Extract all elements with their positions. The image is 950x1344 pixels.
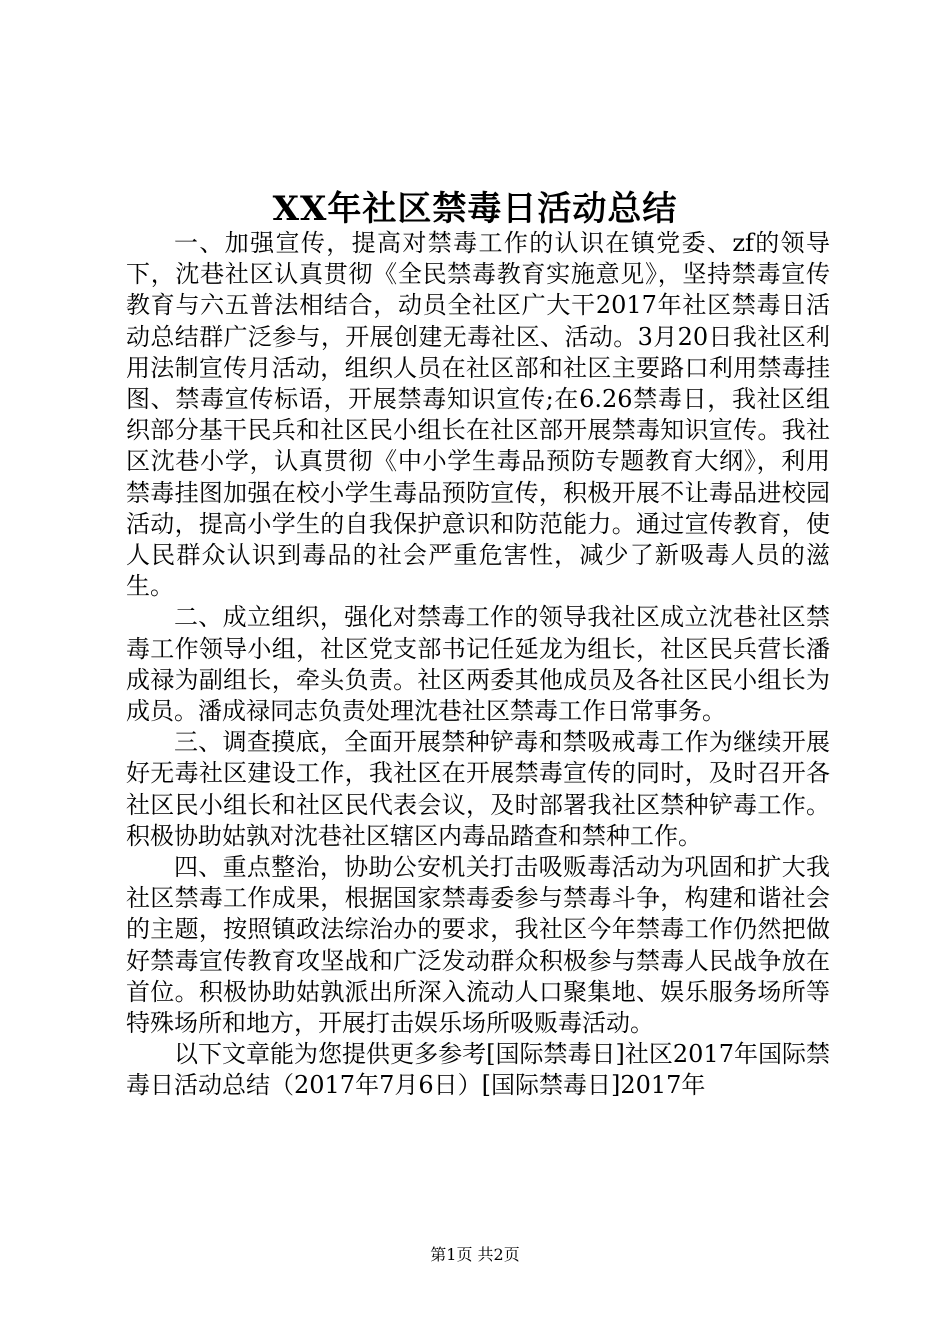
document-body	[126, 228, 830, 1102]
paragraph-publicity: 一、加强宣传，提高对禁毒工作的认识在镇党委、zf的领导下，沈巷社区认真贯彻《全民禁毒教育实施意见》，坚持禁毒宣传教育与六五普法相结合，动员全社区广大干2017年社区禁毒日活动总结群广泛参与，开展创建无毒社区、活动。3月20日我社区利用法制宣传月活动，组织人员在社区部和社区主要路口利用禁毒挂图、禁毒宣传标语，开展禁毒知识宣传;在6.26禁毒日，我社区组织部分基干民兵和社区民小组长在社区部开展禁毒知识宣传。我社区沈巷小学，认真贯彻《中小学生毒品预防专题教育大纲》，利用禁毒挂图加强在校小学生毒品预防宣传，积极开展不让毒品进校园活动，提高小学生的自我保护意识和防范能力。通过宣传教育，使人民群众认识到毒品的社会严重危害性，减少了新吸毒人员的滋生。	[126, 229, 830, 601]
paragraph-references: 以下文章能为您提供更多参考[国际禁毒日]社区2017年国际禁毒日活动总结（2017年7月6日）[国际禁毒日]2017年	[126, 1040, 830, 1100]
paragraph-organization: 二、成立组织，强化对禁毒工作的领导我社区成立沈巷社区禁毒工作领导小组，社区党支部书记任延龙为组长，社区民兵营长潘成禄为副组长，牵头负责。社区两委其他成员及各社区民小组长为成员。潘成禄同志负责处理沈巷社区禁毒工作日常事务。	[126, 603, 830, 726]
page-footer: 第1页 共2页	[430, 1245, 520, 1264]
paragraph-rectification: 四、重点整治，协助公安机关打击吸贩毒活动为巩固和扩大我社区禁毒工作成果，根据国家禁毒委参与禁毒斗争，构建和谐社会的主题，按照镇政法综治办的要求，我社区今年禁毒工作仍然把做好禁毒宣传教育攻坚战和广泛发动群众积极参与禁毒人民战争放在首位。积极协助姑孰派出所深入流动人口聚集地、娱乐服务场所等特殊场所和地方，开展打击娱乐场所吸贩毒活动。	[126, 853, 830, 1038]
paragraph-investigation: 三、调查摸底，全面开展禁种铲毒和禁吸戒毒工作为继续开展好无毒社区建设工作，我社区在开展禁毒宣传的同时，及时召开各社区民小组长和社区民代表会议，及时部署我社区禁种铲毒工作。积极协助姑孰对沈巷社区辖区内毒品踏查和禁种工作。	[126, 728, 830, 850]
document-title: XX年社区禁毒日活动总结	[272, 189, 678, 229]
